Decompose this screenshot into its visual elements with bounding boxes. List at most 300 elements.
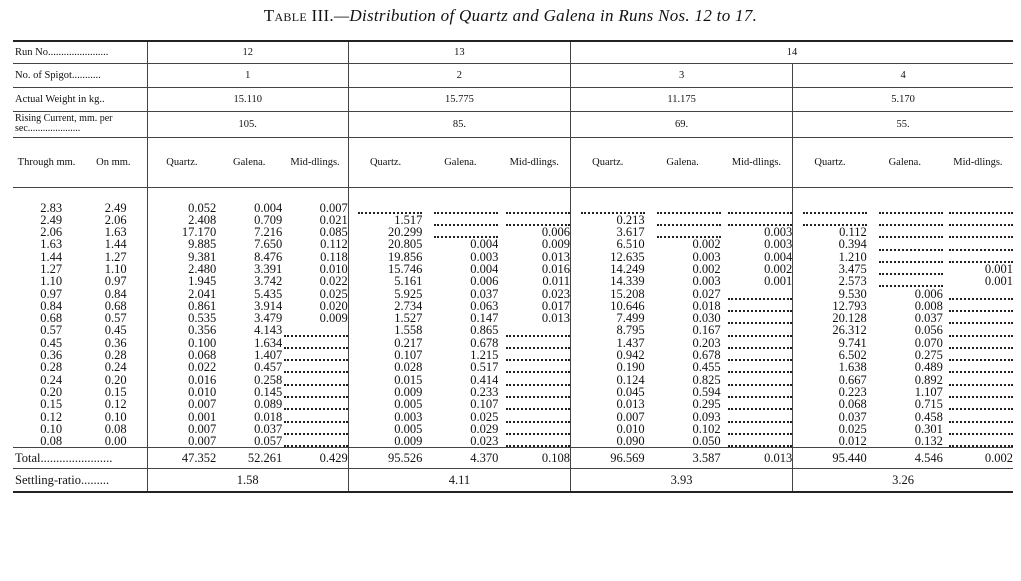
table-row: [13, 386, 1013, 398]
dotted-leader: [284, 425, 348, 435]
value-cell: 0.006: [470, 275, 499, 288]
through-size-cell: 0.28: [40, 361, 63, 374]
value-cell: [943, 411, 1013, 423]
dotted-leader: [949, 376, 1013, 386]
dotted-leader: [879, 253, 943, 263]
value-cell: 26.312: [793, 324, 867, 336]
value-cell: 0.017: [541, 299, 570, 313]
value-cell: 0.037: [793, 411, 867, 423]
dotted-leader: [284, 400, 348, 410]
table-row: [13, 423, 1013, 435]
value-cell: 0.025: [319, 287, 348, 300]
value-cell: 0.023: [470, 435, 499, 448]
spigot-1: 1: [147, 63, 348, 87]
value-cell: 0.022: [319, 275, 348, 288]
value-cell: [348, 187, 422, 214]
dotted-leader: [728, 327, 792, 337]
total-value: 0.429: [282, 448, 348, 469]
value-cell: [943, 361, 1013, 373]
weight-3: 11.175: [571, 87, 793, 111]
value-cell: 0.715: [914, 398, 943, 411]
value-cell: 0.001: [984, 275, 1013, 288]
value-cell: [498, 435, 570, 448]
col-quartz-2: Quartz.: [348, 137, 422, 187]
value-cell: 0.023: [541, 287, 570, 300]
current-1: 105.: [147, 111, 348, 137]
col-quartz-3: Quartz.: [571, 137, 645, 187]
dotted-leader: [728, 425, 792, 435]
value-cell: 0.063: [470, 299, 499, 313]
on-size-cell: 0.15: [104, 385, 127, 399]
dotted-leader: [949, 413, 1013, 423]
value-cell: 0.001: [984, 262, 1013, 276]
value-cell: 3.617: [571, 226, 645, 238]
value-cell: [943, 349, 1013, 361]
run-label: Run No.......................: [13, 41, 147, 63]
value-cell: 0.037: [470, 287, 499, 300]
value-cell: [721, 324, 793, 336]
through-size-cell: 0.97: [40, 287, 63, 300]
value-cell: [793, 214, 867, 226]
value-cell: 0.709: [254, 213, 283, 227]
through-size-cell: 2.49: [40, 213, 63, 227]
value-cell: [943, 288, 1013, 300]
dotted-leader: [949, 437, 1013, 447]
value-cell: 14.249: [571, 263, 645, 275]
value-cell: [282, 411, 348, 423]
dotted-leader: [284, 413, 348, 423]
value-cell: [793, 187, 867, 214]
value-cell: 0.003: [470, 250, 499, 263]
current-2: 85.: [348, 111, 570, 137]
through-size-cell: 0.08: [40, 435, 63, 448]
dotted-leader: [434, 228, 498, 238]
value-cell: 0.007: [319, 200, 348, 214]
value-cell: [721, 300, 793, 312]
value-cell: [282, 398, 348, 410]
through-size-cell: 1.63: [40, 238, 63, 251]
value-cell: 9.381: [147, 251, 216, 263]
value-cell: 0.942: [571, 349, 645, 361]
value-cell: [282, 324, 348, 336]
value-cell: 0.013: [571, 398, 645, 410]
value-cell: [943, 214, 1013, 226]
value-cell: 0.414: [470, 373, 499, 386]
value-cell: 0.015: [348, 374, 422, 386]
dotted-leader: [284, 363, 348, 373]
dotted-leader: [284, 437, 348, 447]
dotted-leader: [949, 290, 1013, 300]
col-through: Through mm.: [13, 137, 80, 187]
on-size-cell: 0.20: [104, 373, 127, 386]
through-size-cell: 2.06: [40, 226, 63, 239]
value-cell: 0.010: [571, 423, 645, 435]
value-cell: 20.299: [348, 226, 422, 238]
table-row: [13, 300, 1013, 312]
dotted-leader: [434, 204, 498, 214]
value-cell: [498, 349, 570, 361]
table-title: [0, 6, 1021, 26]
total-row: [13, 448, 1013, 469]
value-cell: 0.004: [254, 200, 283, 214]
value-cell: 6.510: [571, 238, 645, 250]
value-cell: 0.029: [470, 422, 499, 436]
current-3: 69.: [571, 111, 793, 137]
value-cell: 0.489: [914, 361, 943, 374]
value-cell: 0.022: [147, 361, 216, 373]
value-cell: 0.003: [348, 411, 422, 423]
value-cell: [943, 374, 1013, 386]
current-row: [13, 111, 1013, 137]
dotted-leader: [879, 228, 943, 238]
through-size-cell: 0.36: [40, 349, 63, 362]
dotted-leader: [581, 204, 645, 214]
value-cell: [645, 214, 721, 226]
value-cell: [422, 187, 498, 214]
value-cell: 1.945: [147, 275, 216, 287]
dotted-leader: [728, 290, 792, 300]
spigot-3: 3: [571, 63, 793, 87]
value-cell: [721, 411, 793, 423]
through-size-cell: 0.12: [40, 410, 63, 423]
value-cell: [867, 275, 943, 287]
dotted-leader: [879, 241, 943, 251]
value-cell: 0.594: [692, 385, 721, 399]
value-cell: 0.004: [470, 262, 499, 276]
value-cell: [498, 361, 570, 373]
settling-ratio-value: 3.26: [793, 469, 1013, 493]
value-cell: 0.132: [914, 435, 943, 448]
value-cell: 0.007: [147, 398, 216, 410]
through-size-cell: 0.20: [40, 385, 63, 399]
on-size-cell: 0.00: [104, 435, 127, 448]
value-cell: 0.275: [914, 349, 943, 362]
value-cell: [721, 361, 793, 373]
value-cell: 0.025: [793, 423, 867, 435]
value-cell: 12.635: [571, 251, 645, 263]
value-cell: 5.925: [348, 288, 422, 300]
dotted-leader: [949, 327, 1013, 337]
settling-ratio-label: Settling-ratio.........: [13, 469, 147, 493]
value-cell: 0.003: [692, 275, 721, 288]
on-size-cell: 0.10: [104, 410, 127, 423]
dotted-leader: [949, 204, 1013, 214]
weight-1: 15.110: [147, 87, 348, 111]
value-cell: 0.667: [793, 374, 867, 386]
value-cell: 0.030: [692, 312, 721, 325]
value-cell: 20.805: [348, 238, 422, 250]
table-row: [13, 214, 1013, 226]
value-cell: [943, 337, 1013, 349]
value-cell: 0.825: [692, 373, 721, 386]
value-cell: 0.001: [147, 411, 216, 423]
value-cell: 0.258: [254, 373, 283, 386]
dotted-leader: [949, 302, 1013, 312]
dotted-leader: [358, 204, 422, 214]
table-row: [13, 288, 1013, 300]
value-cell: [498, 337, 570, 349]
col-quartz-1: Quartz.: [147, 137, 216, 187]
dotted-leader: [506, 216, 570, 226]
value-cell: 5.161: [348, 275, 422, 287]
value-cell: 8.795: [571, 324, 645, 336]
value-cell: [943, 226, 1013, 238]
value-cell: 0.018: [254, 410, 283, 423]
table-row: [13, 435, 1013, 448]
value-cell: 0.203: [692, 336, 721, 350]
value-cell: 0.167: [692, 324, 721, 337]
value-cell: [422, 214, 498, 226]
through-size-cell: 0.57: [40, 324, 63, 337]
value-cell: 15.746: [348, 263, 422, 275]
value-cell: 0.012: [793, 435, 867, 448]
value-cell: 0.457: [254, 361, 283, 374]
on-size-cell: 0.57: [104, 312, 127, 325]
dotted-leader: [879, 265, 943, 275]
value-cell: 0.002: [764, 262, 793, 276]
table-row: [13, 238, 1013, 250]
value-cell: [943, 238, 1013, 250]
value-cell: 1.407: [254, 349, 283, 362]
value-cell: [943, 386, 1013, 398]
dotted-leader: [284, 388, 348, 398]
value-cell: 0.102: [692, 422, 721, 436]
value-cell: 0.356: [147, 324, 216, 336]
on-size-cell: 0.97: [104, 275, 127, 288]
total-value: 47.352: [147, 448, 216, 469]
value-cell: [571, 187, 645, 214]
value-cell: [645, 187, 721, 214]
total-value: 95.526: [348, 448, 422, 469]
table-row: [13, 337, 1013, 349]
table-row: [13, 398, 1013, 410]
value-cell: 4.143: [254, 324, 283, 337]
value-cell: 19.856: [348, 251, 422, 263]
dotted-leader: [284, 376, 348, 386]
value-cell: 0.056: [914, 324, 943, 337]
value-cell: 0.090: [571, 435, 645, 448]
dotted-leader: [284, 351, 348, 361]
table-row: [13, 187, 1013, 214]
dotted-leader: [506, 327, 570, 337]
value-cell: 7.216: [254, 226, 283, 239]
on-size-cell: 1.44: [104, 238, 127, 251]
value-cell: 0.107: [470, 398, 499, 411]
value-cell: [282, 435, 348, 448]
value-cell: 0.093: [692, 410, 721, 423]
value-cell: [721, 349, 793, 361]
dotted-leader: [728, 302, 792, 312]
value-cell: 1.437: [571, 337, 645, 349]
dotted-leader: [879, 204, 943, 214]
dotted-leader: [728, 388, 792, 398]
weight-label: Actual Weight in kg..: [13, 87, 147, 111]
value-cell: 0.213: [571, 214, 645, 226]
on-size-cell: 0.45: [104, 324, 127, 337]
table-row: [13, 263, 1013, 275]
value-cell: [943, 251, 1013, 263]
value-cell: 14.339: [571, 275, 645, 287]
value-cell: [721, 312, 793, 324]
value-cell: 0.068: [147, 349, 216, 361]
value-cell: 0.003: [692, 250, 721, 263]
settling-ratio-value: 4.11: [348, 469, 570, 493]
on-size-cell: 0.08: [104, 422, 127, 436]
value-cell: [721, 423, 793, 435]
value-cell: 9.741: [793, 337, 867, 349]
value-cell: [943, 324, 1013, 336]
value-cell: 0.028: [348, 361, 422, 373]
value-cell: 9.530: [793, 288, 867, 300]
run-13: 13: [348, 41, 570, 63]
dotted-leader: [728, 376, 792, 386]
total-value: 52.261: [216, 448, 282, 469]
settling-ratio-value: 1.58: [147, 469, 348, 493]
value-cell: 0.006: [541, 226, 570, 239]
value-cell: 2.041: [147, 288, 216, 300]
value-cell: [721, 398, 793, 410]
value-cell: 1.527: [348, 312, 422, 324]
value-cell: 0.233: [470, 385, 499, 399]
value-cell: 3.391: [254, 262, 283, 276]
col-middlings-4: Mid-dlings.: [943, 137, 1013, 187]
value-cell: [721, 337, 793, 349]
value-cell: [943, 423, 1013, 435]
on-size-cell: 1.27: [104, 250, 127, 263]
total-value: 0.002: [943, 448, 1013, 469]
value-cell: [867, 263, 943, 275]
value-cell: 0.394: [793, 238, 867, 250]
value-cell: [867, 187, 943, 214]
dotted-leader: [728, 363, 792, 373]
on-size-cell: 0.68: [104, 299, 127, 313]
spigot-2: 2: [348, 63, 570, 87]
dotted-leader: [506, 376, 570, 386]
spigot-row: [13, 63, 1013, 87]
on-size-cell: 1.10: [104, 262, 127, 276]
value-cell: 3.479: [254, 312, 283, 325]
table-row: [13, 312, 1013, 324]
value-cell: 0.009: [348, 435, 422, 448]
value-cell: 0.002: [692, 262, 721, 276]
dotted-leader: [657, 216, 721, 226]
value-cell: 0.005: [348, 398, 422, 410]
value-cell: 0.025: [470, 410, 499, 423]
value-cell: [721, 435, 793, 448]
value-cell: 2.573: [793, 275, 867, 287]
dotted-leader: [284, 327, 348, 337]
value-cell: 0.678: [470, 336, 499, 350]
col-middlings-2: Mid-dlings.: [498, 137, 570, 187]
table-row: [13, 251, 1013, 263]
value-cell: 0.045: [571, 386, 645, 398]
value-cell: 0.001: [764, 275, 793, 288]
value-cell: 0.865: [470, 324, 499, 337]
value-cell: 0.085: [319, 226, 348, 239]
value-cell: 0.517: [470, 361, 499, 374]
value-cell: 1.634: [254, 336, 283, 350]
value-cell: [282, 374, 348, 386]
value-cell: [867, 226, 943, 238]
through-size-cell: 0.10: [40, 422, 63, 436]
value-cell: 1.517: [348, 214, 422, 226]
total-value: 3.587: [645, 448, 721, 469]
value-cell: 8.476: [254, 250, 283, 263]
dotted-leader: [879, 277, 943, 287]
value-cell: 12.793: [793, 300, 867, 312]
value-cell: 0.107: [348, 349, 422, 361]
value-cell: [282, 349, 348, 361]
col-quartz-4: Quartz.: [793, 137, 867, 187]
through-size-cell: 1.27: [40, 262, 63, 276]
value-cell: 10.646: [571, 300, 645, 312]
dotted-leader: [506, 363, 570, 373]
value-cell: 7.650: [254, 238, 283, 251]
value-cell: [282, 337, 348, 349]
on-size-cell: 0.84: [104, 287, 127, 300]
on-size-cell: 0.36: [104, 336, 127, 350]
table-row: [13, 361, 1013, 373]
through-size-cell: 0.68: [40, 312, 63, 325]
value-cell: 0.223: [793, 386, 867, 398]
current-4: 55.: [793, 111, 1013, 137]
value-cell: 2.734: [348, 300, 422, 312]
dotted-leader: [506, 400, 570, 410]
on-size-cell: 2.06: [104, 213, 127, 227]
dotted-leader: [949, 388, 1013, 398]
run-14: 14: [571, 41, 1014, 63]
through-size-cell: 0.24: [40, 373, 63, 386]
on-size-cell: 0.12: [104, 398, 127, 411]
value-cell: [721, 386, 793, 398]
dotted-leader: [728, 339, 792, 349]
value-cell: [498, 374, 570, 386]
dotted-leader: [506, 388, 570, 398]
value-cell: 0.009: [541, 238, 570, 251]
value-cell: 0.861: [147, 300, 216, 312]
value-cell: 0.124: [571, 374, 645, 386]
value-cell: 0.016: [147, 374, 216, 386]
value-cell: [867, 251, 943, 263]
value-cell: 0.009: [319, 312, 348, 325]
dotted-leader: [506, 437, 570, 447]
value-cell: 0.008: [914, 299, 943, 313]
value-cell: 0.892: [914, 373, 943, 386]
value-cell: 7.499: [571, 312, 645, 324]
dotted-leader: [728, 314, 792, 324]
value-cell: 0.145: [254, 385, 283, 399]
value-cell: 3.742: [254, 275, 283, 288]
dotted-leader: [506, 425, 570, 435]
value-cell: 0.007: [147, 423, 216, 435]
col-galena-4: Galena.: [867, 137, 943, 187]
dotted-leader: [506, 204, 570, 214]
value-cell: 0.678: [692, 349, 721, 362]
value-cell: 1.215: [470, 349, 499, 362]
table-row: [13, 275, 1013, 287]
dotted-leader: [879, 216, 943, 226]
value-cell: [721, 288, 793, 300]
value-cell: [943, 300, 1013, 312]
total-value: 0.013: [721, 448, 793, 469]
value-cell: 3.914: [254, 299, 283, 313]
value-cell: 0.004: [764, 250, 793, 263]
dotted-leader: [657, 228, 721, 238]
through-size-cell: 1.10: [40, 275, 63, 288]
weight-2: 15.775: [348, 87, 570, 111]
value-cell: 0.037: [254, 422, 283, 436]
value-cell: 0.007: [147, 435, 216, 448]
